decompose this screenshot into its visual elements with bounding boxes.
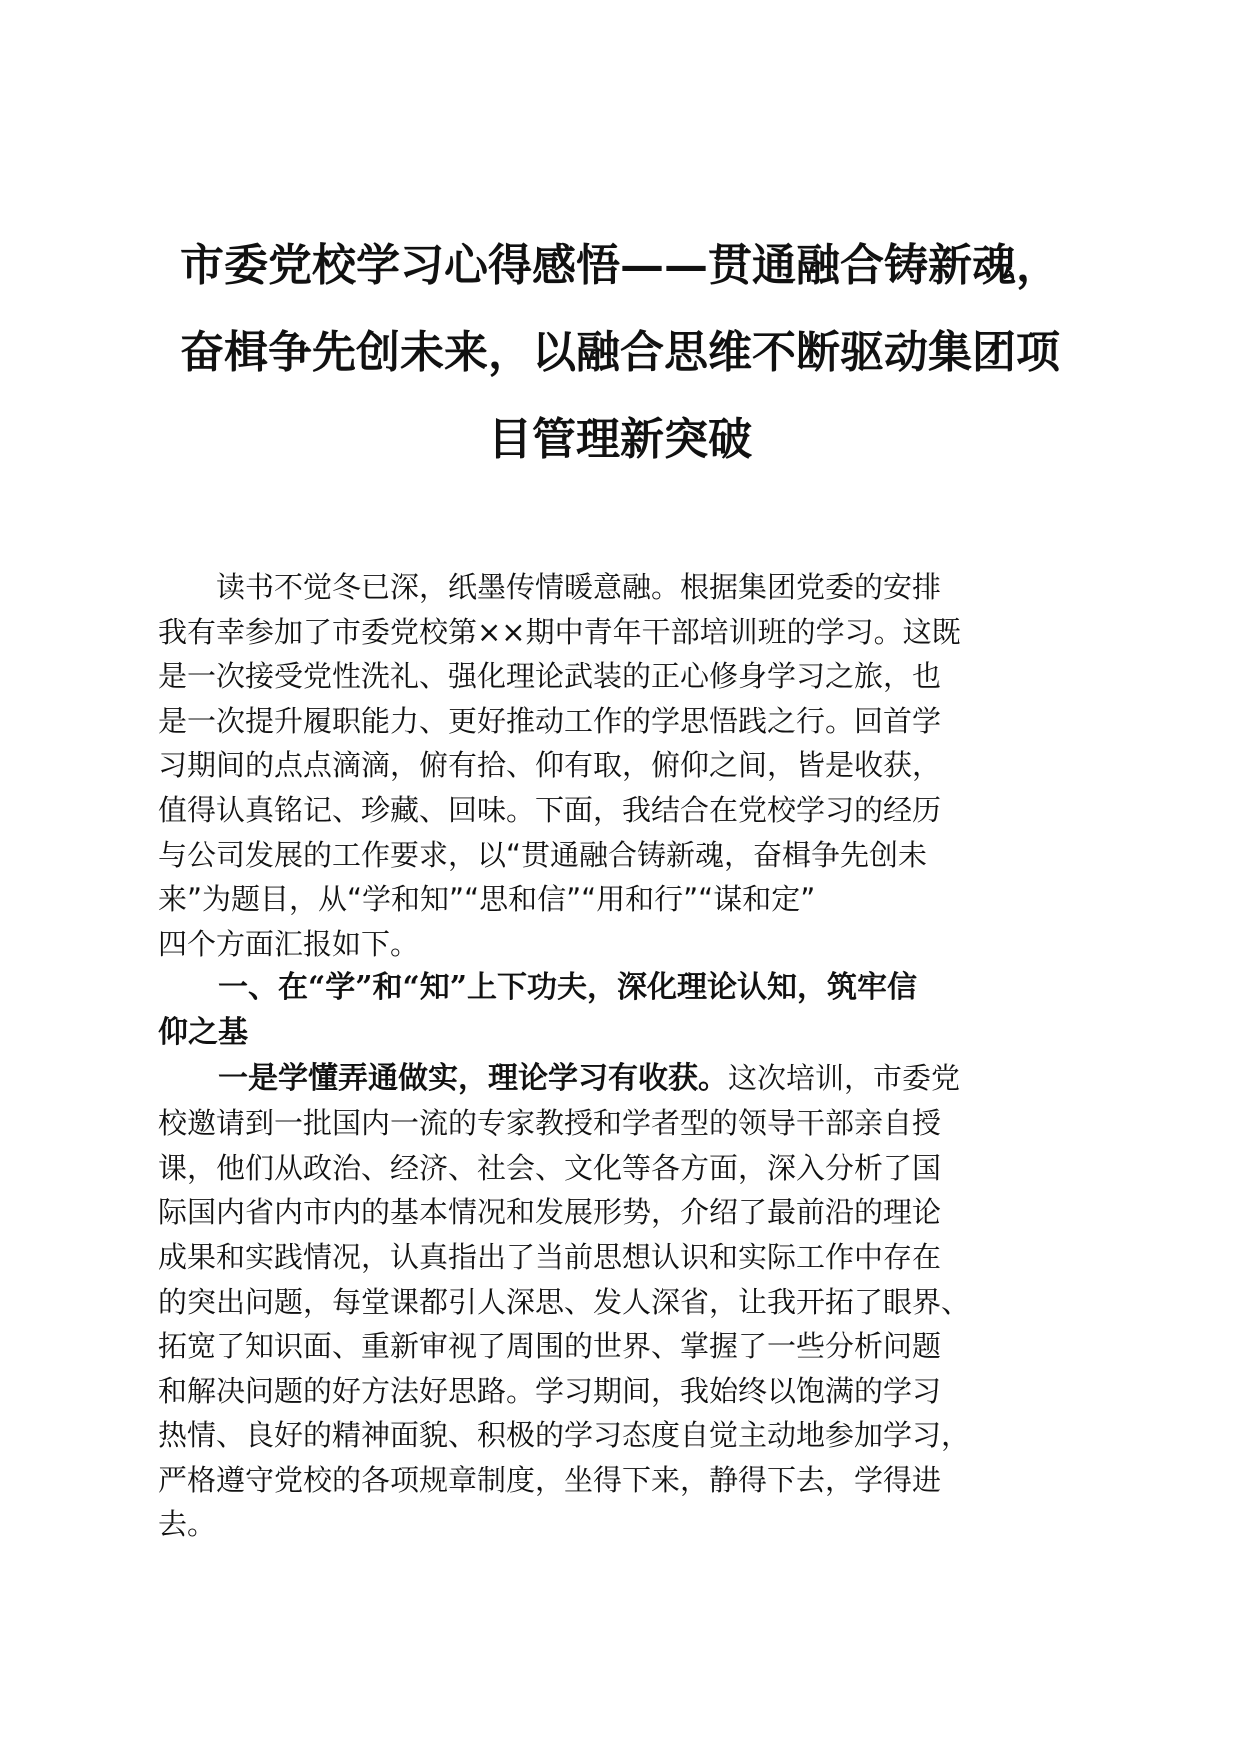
intro-line: 习期间的点点滴滴，俯有拾、仰有取，俯仰之间，皆是收获，	[158, 748, 942, 783]
paragraph-lead: 一是学懂弄通做实，理论学习有收获。	[158, 1060, 728, 1096]
intro-line: 值得认真铭记、珍藏、回味。下面，我结合在党校学习的经历	[158, 792, 942, 827]
title-line-3: 目管理新突破	[488, 414, 752, 465]
paragraph-first-line	[158, 1056, 1088, 1102]
paragraph-line: 际国内省内市内的基本情况和发展形势，介绍了最前沿的理论	[158, 1195, 942, 1230]
intro-line: 是一次接受党性洗礼、强化理论武装的正心修身学习之旅，也	[158, 659, 942, 694]
intro-line: 四个方面汇报如下。	[158, 926, 420, 961]
paragraph-line: 的突出问题，每堂课都引人深思、发人深省，让我开拓了眼界、	[158, 1284, 971, 1319]
document-title	[150, 222, 1090, 483]
title-line-2: 奋楫争先创未来，以融合思维不断驱动集团项	[180, 327, 1060, 378]
paragraph-line: 校邀请到一批国内一流的专家教授和学者型的领导干部亲自授	[158, 1106, 942, 1141]
paragraph-line: 课，他们从政治、经济、社会、文化等各方面，深入分析了国	[158, 1150, 942, 1185]
intro-line: 与公司发展的工作要求，以“贯通融合铸新魂，奋楫争先创未	[158, 837, 928, 872]
intro-line: 来”为题目，从“学和知”“思和信”“用和行”“谋和定”	[158, 882, 816, 917]
paragraph-line: 成果和实践情况，认真指出了当前思想认识和实际工作中存在	[158, 1239, 942, 1274]
paragraph-line: 和解决问题的好方法好思路。学习期间，我始终以饱满的学习	[158, 1373, 942, 1408]
paragraph-line: 严格遵守党校的各项规章制度，坐得下来，静得下去，学得进	[158, 1462, 942, 1497]
paragraph-line: 拓宽了知识面、重新审视了周围的世界、掌握了一些分析问题	[158, 1329, 942, 1364]
document-body	[158, 565, 1088, 1547]
paragraph-lead-rest: 这次培训，市委党	[728, 1060, 961, 1095]
intro-line: 是一次提升履职能力、更好推动工作的学思悟践之行。回首学	[158, 703, 942, 738]
section-heading-line: 一、在“学”和“知”上下功夫，深化理论认知，筑牢信	[158, 970, 918, 1006]
paragraph-line: 热情、良好的精神面貌、积极的学习态度自觉主动地参加学习，	[158, 1418, 971, 1453]
intro-line: 读书不觉冬已深，纸墨传情暖意融。根据集团党委的安排	[158, 570, 942, 604]
section-heading-line: 仰之基	[158, 1014, 248, 1050]
paragraph-line: 去。	[158, 1507, 217, 1542]
intro-line: 我有幸参加了市委党校第××期中青年干部培训班的学习。这既	[158, 614, 961, 649]
title-line-1: 市委党校学习心得感悟——贯通融合铸新魂，	[180, 240, 1060, 291]
